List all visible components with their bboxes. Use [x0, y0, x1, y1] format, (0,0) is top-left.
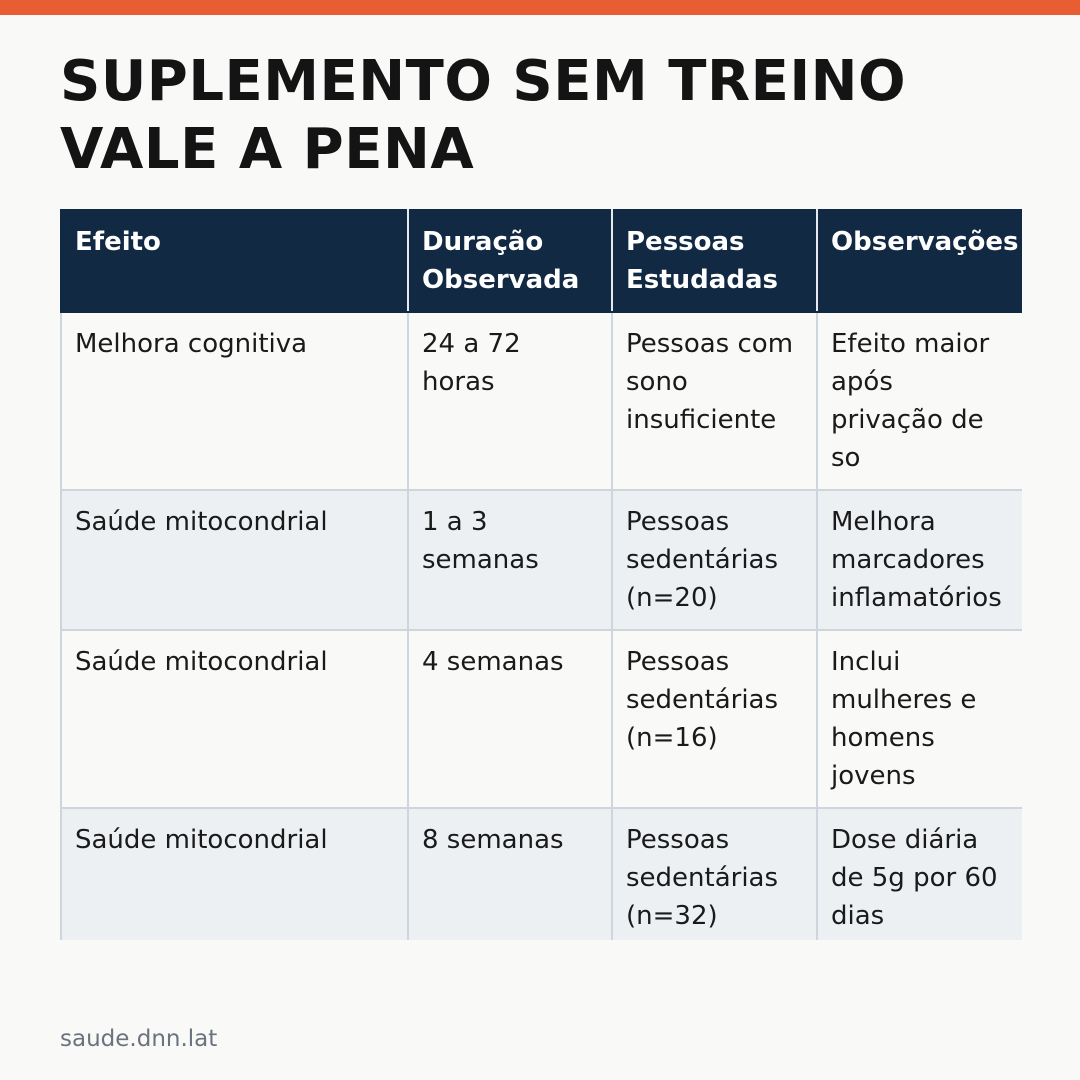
table-row: [61, 808, 1022, 940]
cell-efeito: Saúde mitocondrial: [61, 630, 408, 808]
cell-observacoes: Efeito maior após privação de so: [817, 312, 1022, 490]
title-line-1: SUPLEMENTO SEM TREINO: [60, 49, 907, 114]
table-row: [61, 490, 1022, 630]
page-title: [60, 48, 1020, 184]
cell-observacoes: Melhora marcadores inflamatórios: [817, 490, 1022, 630]
data-table-container: [60, 209, 1022, 940]
cell-duracao: 1 a 3 semanas: [408, 490, 612, 630]
table-row: [61, 630, 1022, 808]
cell-efeito: Saúde mitocondrial: [61, 490, 408, 630]
top-accent-bar: [0, 0, 1080, 15]
table-header-row: [61, 210, 1022, 312]
cell-pessoas: Pessoas sedentárias (n=16): [612, 630, 817, 808]
cell-duracao: 24 a 72 horas: [408, 312, 612, 490]
column-header-duracao: Duração Observada: [408, 210, 612, 312]
cell-efeito: Saúde mitocondrial: [61, 808, 408, 940]
cell-duracao: 4 semanas: [408, 630, 612, 808]
cell-observacoes: Dose diária de 5g por 60 dias: [817, 808, 1022, 940]
column-header-observacoes: Observações: [817, 210, 1022, 312]
title-line-2: VALE A PENA: [60, 117, 475, 182]
cell-pessoas: Pessoas com sono insuficiente: [612, 312, 817, 490]
table-row: [61, 312, 1022, 490]
column-header-efeito: Efeito: [61, 210, 408, 312]
column-header-pessoas: Pessoas Estudadas: [612, 210, 817, 312]
cell-pessoas: Pessoas sedentárias (n=20): [612, 490, 817, 630]
cell-observacoes: Inclui mulheres e homens jovens: [817, 630, 1022, 808]
cell-duracao: 8 semanas: [408, 808, 612, 940]
data-table: [60, 209, 1022, 940]
cell-pessoas: Pessoas sedentárias (n=32): [612, 808, 817, 940]
footer-site-url: saude.dnn.lat: [60, 1026, 218, 1052]
cell-efeito: Melhora cognitiva: [61, 312, 408, 490]
